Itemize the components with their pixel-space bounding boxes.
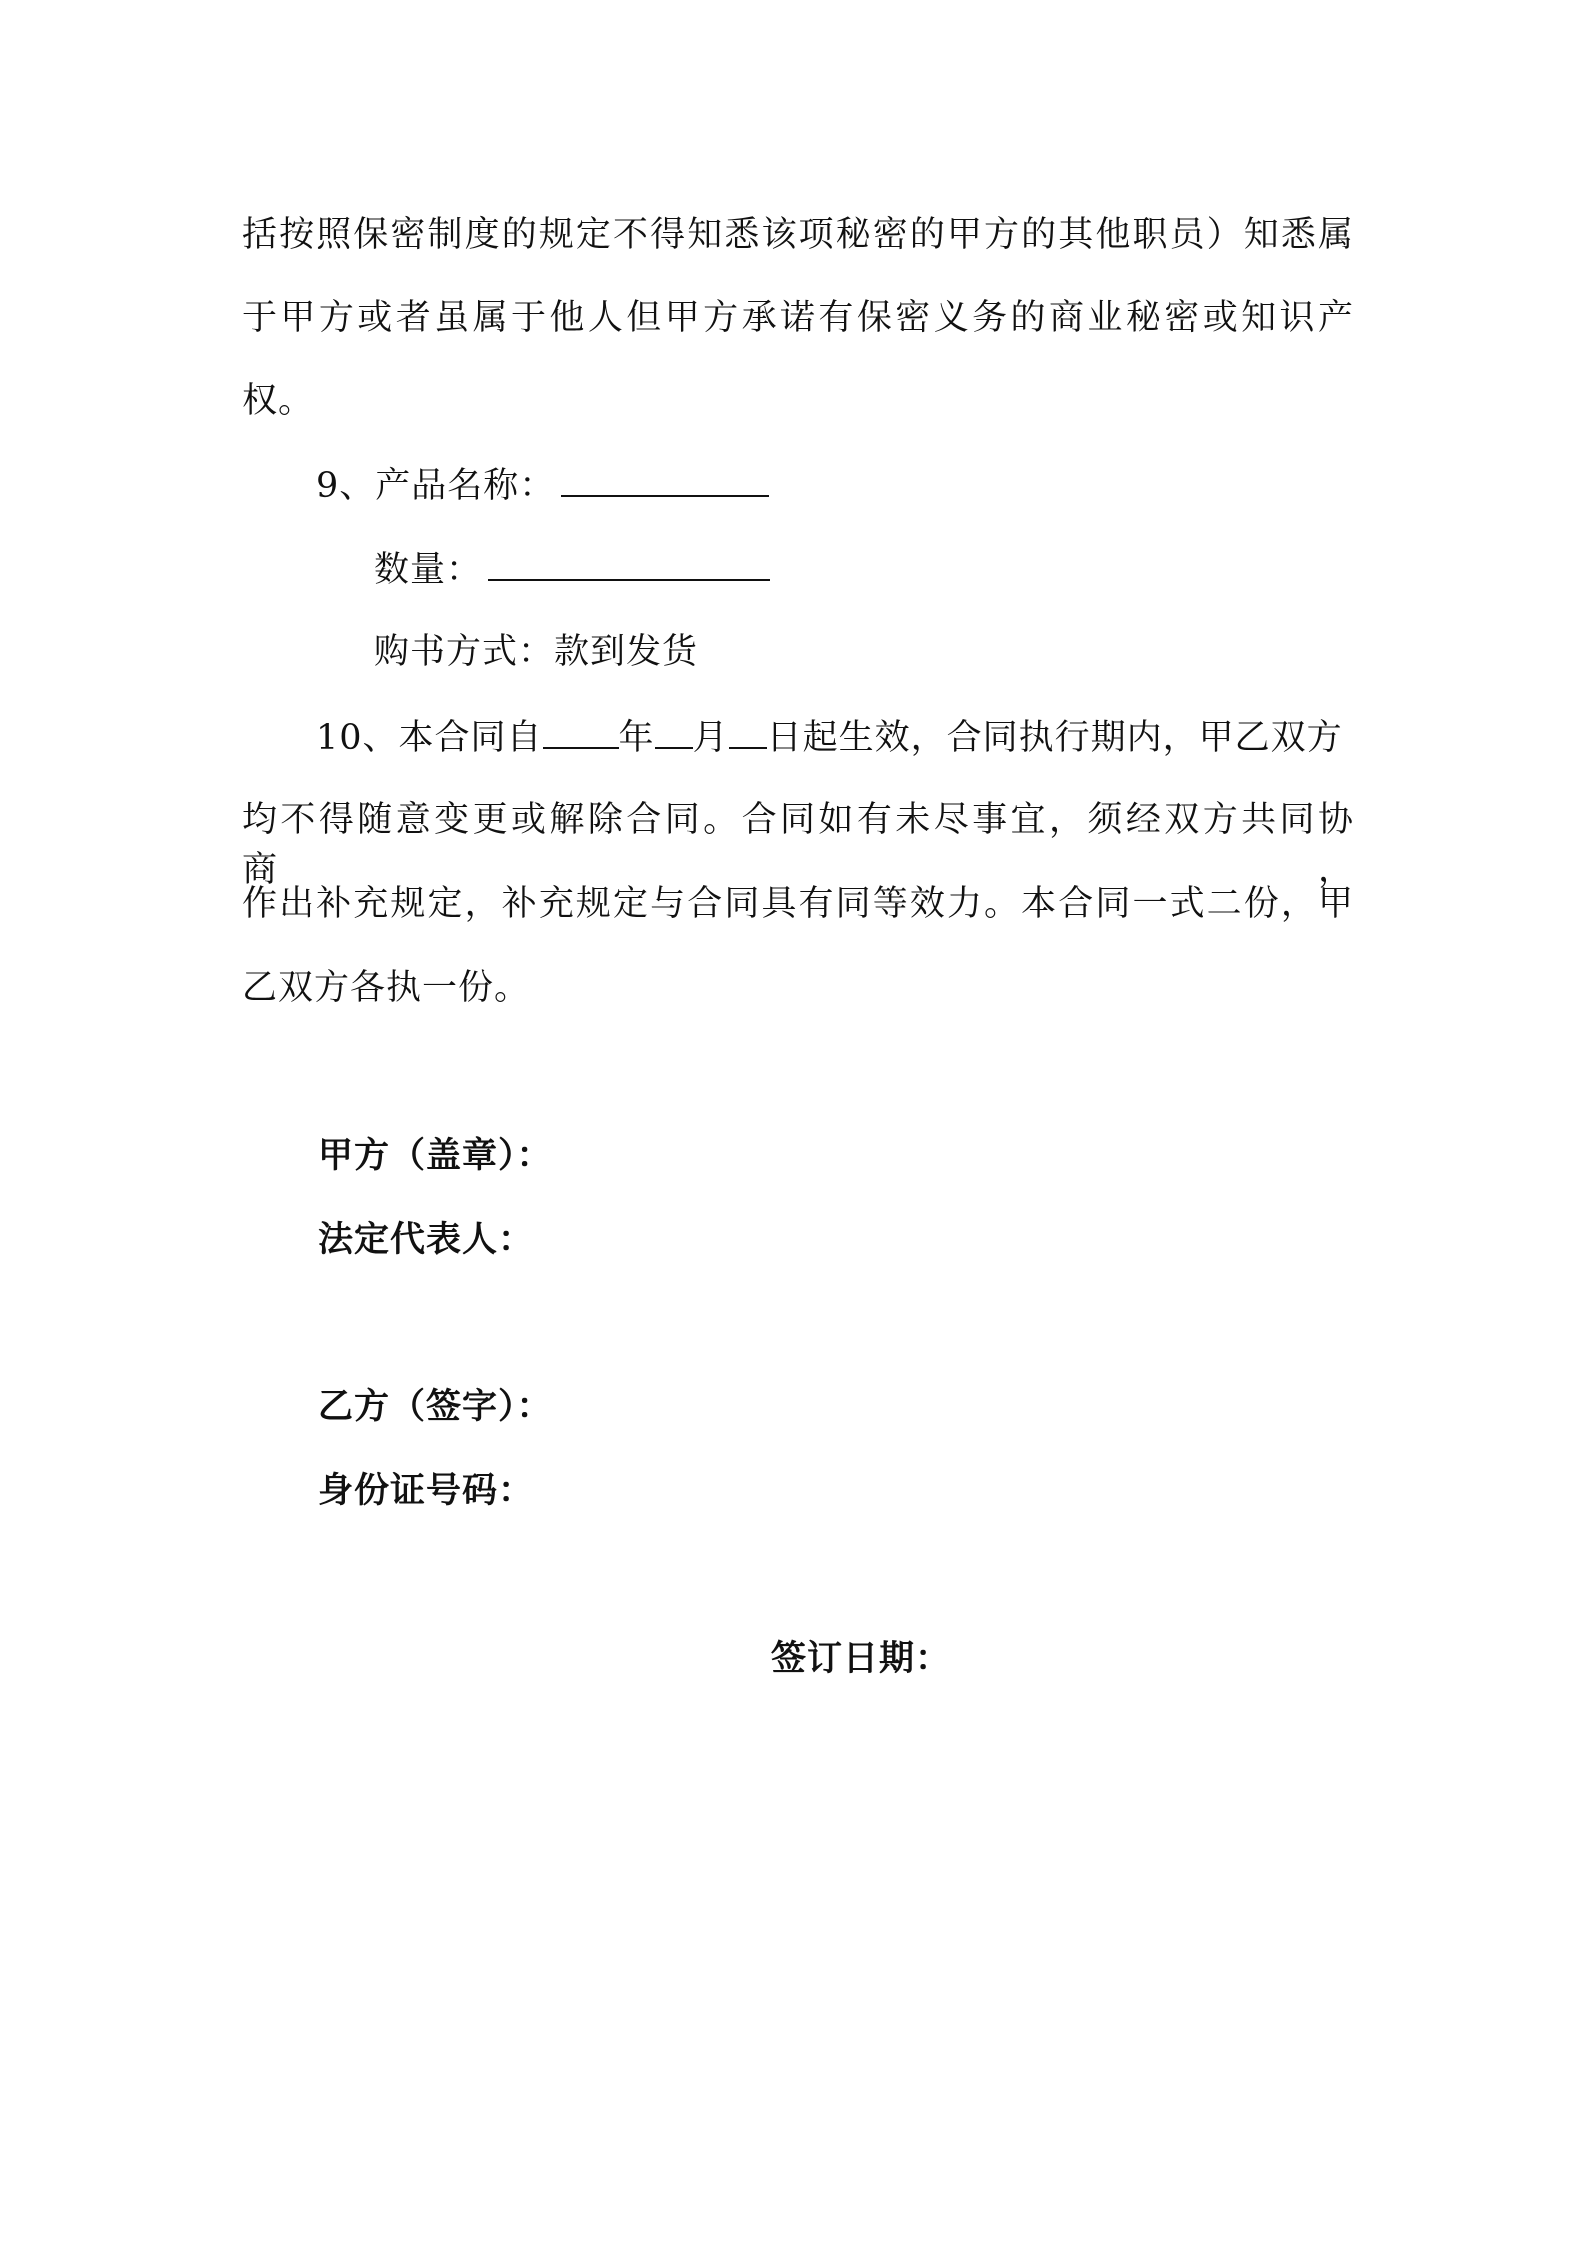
product-name-blank	[561, 461, 769, 497]
product-name-label: 9、产品名称：	[316, 466, 556, 506]
id-number-label: 身份证号码：	[318, 1470, 535, 1511]
quantity-label: 数量：	[374, 550, 483, 590]
effective-date-row	[316, 713, 1343, 763]
signing-date-label: 签订日期：	[771, 1638, 952, 1679]
effective-month-blank	[655, 713, 693, 749]
party-b-signature-label: 乙方（签字）：	[318, 1386, 553, 1427]
quantity-row	[374, 545, 770, 595]
effective-month-label: 月	[692, 718, 729, 758]
effective-date-prefix: 10、本合同自	[316, 718, 543, 758]
effective-year-blank	[543, 713, 619, 749]
product-name-row	[316, 461, 769, 511]
effective-day-blank	[729, 713, 767, 749]
clause-line-8: 作出补充规定，补充规定与合同具有同等效力。本合同一式二份，甲	[242, 884, 1354, 924]
clause-line-3: 权。	[242, 381, 315, 421]
legal-representative-label: 法定代表人：	[318, 1219, 535, 1260]
quantity-blank	[488, 545, 770, 581]
clause-line-2: 于甲方或者虽属于他人但甲方承诺有保密义务的商业秘密或知识产	[242, 298, 1354, 338]
clause-line-7: 均不得随意变更或解除合同。合同如有未尽事宜，须经双方共同协商，	[242, 800, 1354, 890]
clause-line-9: 乙双方各执一份。	[242, 968, 531, 1008]
effective-day-suffix: 日起生效，合同执行期内，甲乙双方	[766, 718, 1343, 758]
effective-year-label: 年	[618, 718, 655, 758]
party-a-seal-label: 甲方（盖章）：	[318, 1135, 553, 1176]
clause-line-1: 括按照保密制度的规定不得知悉该项秘密的甲方的其他职员）知悉属	[242, 215, 1354, 255]
purchase-method-line: 购书方式：款到发货	[374, 632, 699, 672]
